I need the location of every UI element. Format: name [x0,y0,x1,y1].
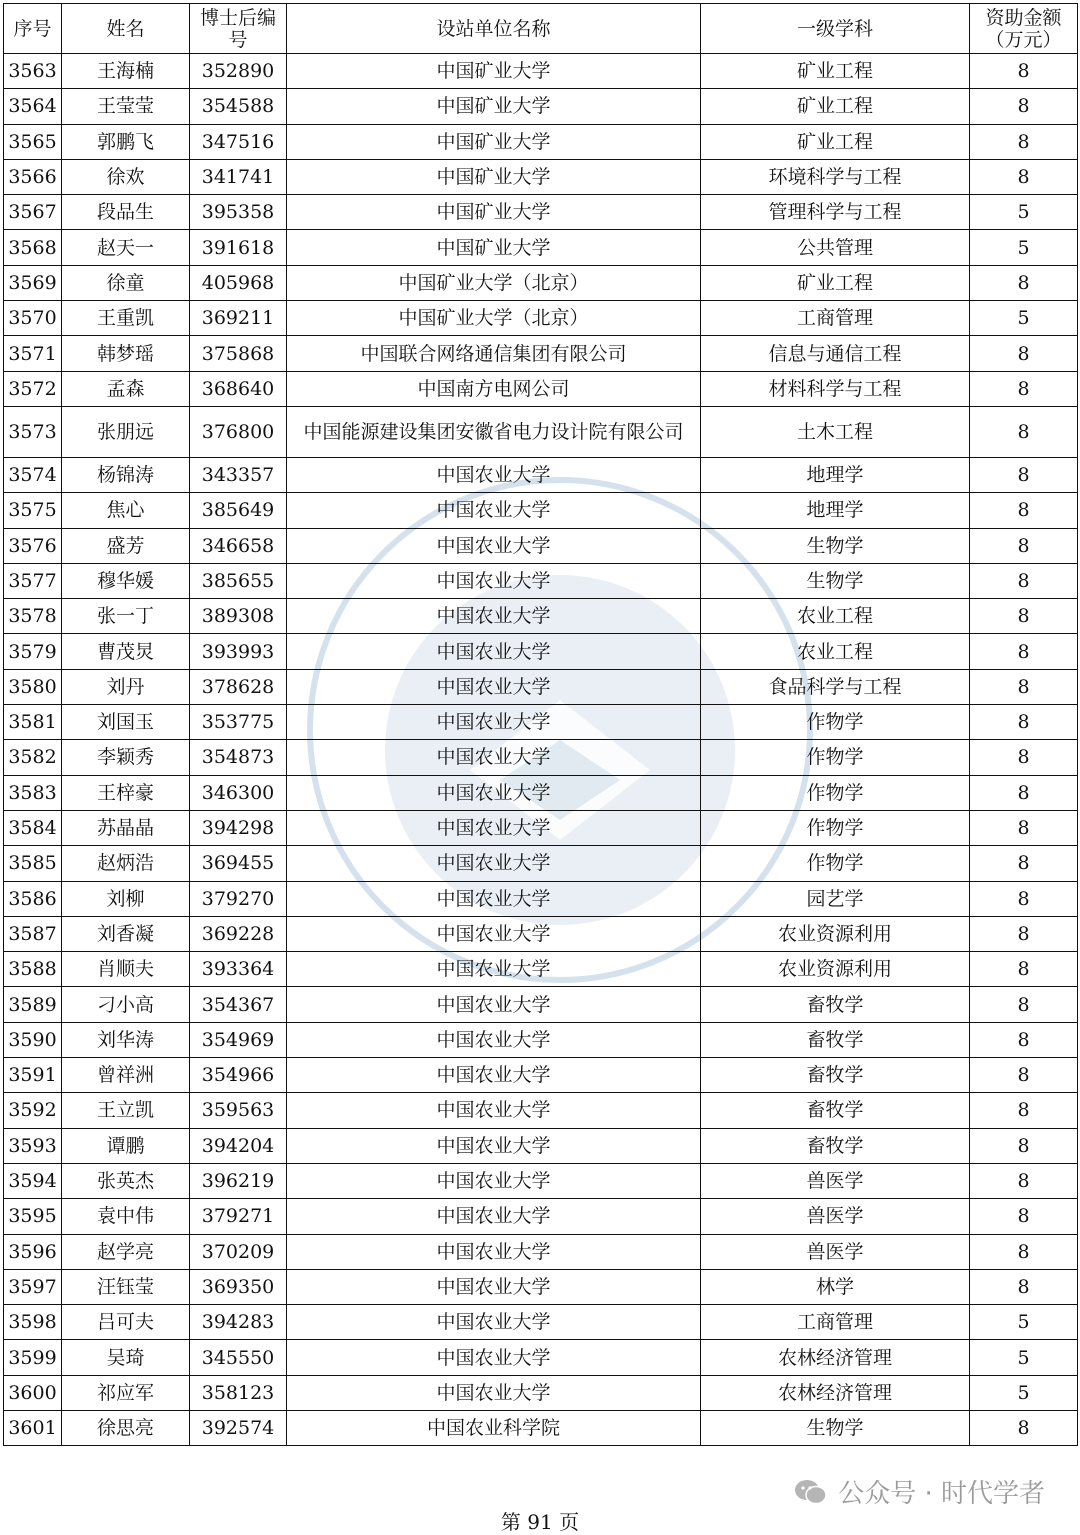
cell-postdoc-id: 405968 [190,265,287,300]
cell-amount: 8 [970,916,1078,951]
cell-index: 3589 [4,987,62,1022]
col-header-postdoc-id: 博士后编号 [190,4,287,54]
cell-name: 孟森 [62,371,190,406]
page-number: 第 91 页 [500,1510,580,1534]
cell-discipline: 矿业工程 [701,124,970,159]
cell-discipline: 农业工程 [701,634,970,669]
cell-postdoc-id: 343357 [190,457,287,492]
cell-postdoc-id: 369350 [190,1269,287,1304]
cell-institution: 中国农业大学 [287,881,701,916]
table-row [4,1022,1078,1057]
cell-discipline: 兽医学 [701,1199,970,1234]
cell-name: 徐思亮 [62,1410,190,1445]
cell-discipline: 农林经济管理 [701,1340,970,1375]
cell-discipline: 畜牧学 [701,1093,970,1128]
table-row [4,230,1078,265]
cell-index: 3597 [4,1269,62,1304]
cell-index: 3571 [4,336,62,371]
cell-institution: 中国矿业大学 [287,195,701,230]
cell-discipline: 生物学 [701,528,970,563]
wechat-icon [794,1478,828,1506]
cell-name: 肖顺夫 [62,952,190,987]
cell-postdoc-id: 359563 [190,1093,287,1128]
cell-institution: 中国农业大学 [287,846,701,881]
cell-amount: 8 [970,1128,1078,1163]
cell-institution: 中国矿业大学（北京） [287,265,701,300]
cell-institution: 中国矿业大学 [287,54,701,89]
cell-amount: 8 [970,1022,1078,1057]
cell-discipline: 畜牧学 [701,987,970,1022]
cell-institution: 中国农业大学 [287,1128,701,1163]
table-row [4,406,1078,457]
wechat-watermark [794,1473,1045,1510]
cell-postdoc-id: 379271 [190,1199,287,1234]
cell-amount: 8 [970,775,1078,810]
cell-postdoc-id: 354969 [190,1022,287,1057]
cell-institution: 中国矿业大学（北京） [287,301,701,336]
cell-amount: 5 [970,230,1078,265]
cell-amount: 8 [970,599,1078,634]
cell-discipline: 土木工程 [701,406,970,457]
cell-postdoc-id: 354966 [190,1058,287,1093]
cell-discipline: 公共管理 [701,230,970,265]
cell-index: 3567 [4,195,62,230]
cell-institution: 中国农业大学 [287,916,701,951]
cell-name: 徐欢 [62,159,190,194]
cell-discipline: 工商管理 [701,1305,970,1340]
table-row [4,1199,1078,1234]
cell-institution: 中国农业大学 [287,775,701,810]
cell-institution: 中国南方电网公司 [287,371,701,406]
cell-institution: 中国农业大学 [287,1305,701,1340]
cell-institution: 中国矿业大学 [287,89,701,124]
table-row [4,159,1078,194]
cell-amount: 8 [970,846,1078,881]
cell-amount: 8 [970,54,1078,89]
cell-discipline: 兽医学 [701,1163,970,1198]
cell-institution: 中国矿业大学 [287,159,701,194]
table-row [4,1058,1078,1093]
cell-postdoc-id: 395358 [190,195,287,230]
cell-amount: 8 [970,336,1078,371]
cell-amount: 8 [970,740,1078,775]
table-row [4,705,1078,740]
cell-postdoc-id: 389308 [190,599,287,634]
cell-institution: 中国农业大学 [287,705,701,740]
cell-institution: 中国农业大学 [287,1093,701,1128]
cell-discipline: 环境科学与工程 [701,159,970,194]
cell-postdoc-id: 354588 [190,89,287,124]
cell-institution: 中国矿业大学 [287,230,701,265]
cell-discipline: 农业资源利用 [701,916,970,951]
cell-discipline: 材料科学与工程 [701,371,970,406]
cell-discipline: 林学 [701,1269,970,1304]
cell-discipline: 矿业工程 [701,265,970,300]
cell-discipline: 作物学 [701,846,970,881]
cell-institution: 中国农业大学 [287,1234,701,1269]
cell-institution: 中国农业大学 [287,1340,701,1375]
cell-name: 穆华媛 [62,563,190,598]
cell-institution: 中国农业大学 [287,952,701,987]
cell-name: 赵学亮 [62,1234,190,1269]
cell-name: 吕可夫 [62,1305,190,1340]
cell-postdoc-id: 392574 [190,1410,287,1445]
table-row [4,54,1078,89]
cell-amount: 8 [970,952,1078,987]
cell-index: 3581 [4,705,62,740]
cell-institution: 中国农业大学 [287,1022,701,1057]
cell-name: 韩梦瑶 [62,336,190,371]
cell-name: 郭鹏飞 [62,124,190,159]
cell-institution: 中国农业大学 [287,457,701,492]
cell-discipline: 园艺学 [701,881,970,916]
cell-institution: 中国矿业大学 [287,124,701,159]
cell-postdoc-id: 346658 [190,528,287,563]
cell-amount: 8 [970,634,1078,669]
table-row [4,371,1078,406]
cell-name: 刘国玉 [62,705,190,740]
cell-index: 3569 [4,265,62,300]
cell-postdoc-id: 354367 [190,987,287,1022]
cell-name: 谭鹏 [62,1128,190,1163]
table-row [4,528,1078,563]
col-header-institution: 设站单位名称 [287,4,701,54]
table-row [4,1234,1078,1269]
cell-index: 3598 [4,1305,62,1340]
cell-index: 3564 [4,89,62,124]
cell-discipline: 作物学 [701,810,970,845]
col-header-index: 序号 [4,4,62,54]
table-row [4,1128,1078,1163]
cell-discipline: 畜牧学 [701,1128,970,1163]
cell-amount: 8 [970,493,1078,528]
cell-postdoc-id: 370209 [190,1234,287,1269]
table-row [4,881,1078,916]
cell-index: 3601 [4,1410,62,1445]
table-row [4,1305,1078,1340]
cell-institution: 中国农业大学 [287,1163,701,1198]
cell-index: 3576 [4,528,62,563]
cell-name: 盛芳 [62,528,190,563]
cell-amount: 5 [970,1375,1078,1410]
table-row [4,457,1078,492]
cell-name: 王梓豪 [62,775,190,810]
cell-index: 3577 [4,563,62,598]
cell-amount: 8 [970,563,1078,598]
cell-name: 焦心 [62,493,190,528]
cell-postdoc-id: 347516 [190,124,287,159]
cell-name: 杨锦涛 [62,457,190,492]
cell-name: 赵炳浩 [62,846,190,881]
cell-discipline: 作物学 [701,775,970,810]
table-row [4,1375,1078,1410]
cell-name: 苏晶晶 [62,810,190,845]
cell-discipline: 矿业工程 [701,54,970,89]
cell-postdoc-id: 393993 [190,634,287,669]
cell-name: 刘丹 [62,669,190,704]
cell-amount: 5 [970,1305,1078,1340]
cell-institution: 中国联合网络通信集团有限公司 [287,336,701,371]
cell-index: 3595 [4,1199,62,1234]
col-header-discipline: 一级学科 [701,4,970,54]
cell-amount: 8 [970,1199,1078,1234]
cell-index: 3572 [4,371,62,406]
cell-discipline: 管理科学与工程 [701,195,970,230]
table-row [4,563,1078,598]
cell-postdoc-id: 385649 [190,493,287,528]
cell-discipline: 工商管理 [701,301,970,336]
cell-amount: 8 [970,265,1078,300]
postdoc-funding-table [3,3,1078,1446]
cell-name: 张朋远 [62,406,190,457]
cell-index: 3593 [4,1128,62,1163]
table-row [4,124,1078,159]
cell-index: 3592 [4,1093,62,1128]
cell-institution: 中国农业大学 [287,740,701,775]
cell-postdoc-id: 378628 [190,669,287,704]
wechat-watermark-text: 公众号 · 时代学者 [838,1479,1045,1509]
cell-postdoc-id: 376800 [190,406,287,457]
cell-index: 3591 [4,1058,62,1093]
cell-index: 3580 [4,669,62,704]
cell-index: 3590 [4,1022,62,1057]
cell-name: 刘柳 [62,881,190,916]
cell-amount: 8 [970,987,1078,1022]
cell-postdoc-id: 394298 [190,810,287,845]
table-row [4,775,1078,810]
cell-institution: 中国农业大学 [287,1269,701,1304]
table-row [4,89,1078,124]
cell-index: 3584 [4,810,62,845]
cell-postdoc-id: 341741 [190,159,287,194]
cell-name: 王重凯 [62,301,190,336]
cell-name: 段品生 [62,195,190,230]
cell-discipline: 生物学 [701,1410,970,1445]
col-header-name: 姓名 [62,4,190,54]
cell-postdoc-id: 393364 [190,952,287,987]
cell-amount: 8 [970,669,1078,704]
cell-institution: 中国农业大学 [287,1058,701,1093]
table-row [4,1163,1078,1198]
cell-index: 3566 [4,159,62,194]
cell-amount: 8 [970,1058,1078,1093]
cell-discipline: 畜牧学 [701,1022,970,1057]
table-row [4,195,1078,230]
table-row [4,265,1078,300]
cell-index: 3579 [4,634,62,669]
table-row [4,952,1078,987]
cell-index: 3563 [4,54,62,89]
cell-institution: 中国农业大学 [287,1199,701,1234]
cell-postdoc-id: 358123 [190,1375,287,1410]
cell-postdoc-id: 379270 [190,881,287,916]
cell-amount: 8 [970,89,1078,124]
cell-name: 赵天一 [62,230,190,265]
cell-amount: 8 [970,528,1078,563]
cell-discipline: 畜牧学 [701,1058,970,1093]
cell-discipline: 地理学 [701,493,970,528]
cell-discipline: 兽医学 [701,1234,970,1269]
cell-name: 祁应军 [62,1375,190,1410]
cell-amount: 8 [970,406,1078,457]
table-row [4,1269,1078,1304]
cell-institution: 中国农业大学 [287,599,701,634]
cell-institution: 中国农业大学 [287,1375,701,1410]
table-row [4,301,1078,336]
cell-institution: 中国农业大学 [287,634,701,669]
cell-index: 3599 [4,1340,62,1375]
cell-institution: 中国农业大学 [287,563,701,598]
table-row [4,1410,1078,1445]
cell-institution: 中国农业科学院 [287,1410,701,1445]
cell-discipline: 信息与通信工程 [701,336,970,371]
cell-name: 袁中伟 [62,1199,190,1234]
cell-name: 刘香凝 [62,916,190,951]
col-header-amount: 资助金额（万元） [970,4,1078,54]
cell-name: 王莹莹 [62,89,190,124]
cell-amount: 8 [970,810,1078,845]
cell-index: 3596 [4,1234,62,1269]
cell-name: 刘华涛 [62,1022,190,1057]
cell-discipline: 地理学 [701,457,970,492]
cell-amount: 8 [970,371,1078,406]
cell-name: 吴琦 [62,1340,190,1375]
cell-discipline: 农业工程 [701,599,970,634]
cell-index: 3578 [4,599,62,634]
cell-name: 张英杰 [62,1163,190,1198]
cell-postdoc-id: 375868 [190,336,287,371]
cell-index: 3575 [4,493,62,528]
header-row [4,4,1078,54]
cell-institution: 中国农业大学 [287,987,701,1022]
cell-postdoc-id: 394283 [190,1305,287,1340]
cell-amount: 8 [970,881,1078,916]
cell-amount: 8 [970,1234,1078,1269]
cell-name: 王海楠 [62,54,190,89]
table-row [4,1340,1078,1375]
cell-amount: 8 [970,159,1078,194]
table-row [4,1093,1078,1128]
cell-name: 刁小高 [62,987,190,1022]
cell-discipline: 生物学 [701,563,970,598]
cell-name: 王立凯 [62,1093,190,1128]
cell-postdoc-id: 394204 [190,1128,287,1163]
cell-index: 3586 [4,881,62,916]
table-row [4,669,1078,704]
cell-index: 3585 [4,846,62,881]
cell-institution: 中国能源建设集团安徽省电力设计院有限公司 [287,406,701,457]
cell-postdoc-id: 353775 [190,705,287,740]
table-row [4,987,1078,1022]
cell-postdoc-id: 396219 [190,1163,287,1198]
cell-name: 汪钰莹 [62,1269,190,1304]
cell-name: 李颖秀 [62,740,190,775]
cell-postdoc-id: 345550 [190,1340,287,1375]
cell-amount: 5 [970,1340,1078,1375]
cell-postdoc-id: 369455 [190,846,287,881]
cell-amount: 8 [970,457,1078,492]
cell-discipline: 农林经济管理 [701,1375,970,1410]
cell-index: 3588 [4,952,62,987]
cell-postdoc-id: 352890 [190,54,287,89]
table-row [4,634,1078,669]
cell-index: 3573 [4,406,62,457]
cell-index: 3574 [4,457,62,492]
cell-postdoc-id: 354873 [190,740,287,775]
table-row [4,916,1078,951]
cell-index: 3594 [4,1163,62,1198]
cell-index: 3570 [4,301,62,336]
cell-postdoc-id: 391618 [190,230,287,265]
cell-index: 3582 [4,740,62,775]
table-row [4,336,1078,371]
cell-postdoc-id: 369211 [190,301,287,336]
cell-amount: 8 [970,1410,1078,1445]
cell-discipline: 农业资源利用 [701,952,970,987]
cell-discipline: 矿业工程 [701,89,970,124]
cell-amount: 8 [970,1093,1078,1128]
cell-institution: 中国农业大学 [287,528,701,563]
cell-amount: 8 [970,124,1078,159]
cell-index: 3583 [4,775,62,810]
cell-institution: 中国农业大学 [287,669,701,704]
cell-discipline: 作物学 [701,740,970,775]
cell-postdoc-id: 346300 [190,775,287,810]
table-row [4,599,1078,634]
cell-amount: 5 [970,301,1078,336]
cell-postdoc-id: 385655 [190,563,287,598]
cell-name: 曹茂炅 [62,634,190,669]
table-row [4,493,1078,528]
cell-index: 3568 [4,230,62,265]
cell-institution: 中国农业大学 [287,493,701,528]
cell-amount: 8 [970,705,1078,740]
cell-index: 3587 [4,916,62,951]
table-row [4,740,1078,775]
cell-name: 徐童 [62,265,190,300]
cell-amount: 5 [970,195,1078,230]
table-row [4,846,1078,881]
cell-amount: 8 [970,1269,1078,1304]
cell-discipline: 作物学 [701,705,970,740]
cell-index: 3600 [4,1375,62,1410]
cell-institution: 中国农业大学 [287,810,701,845]
cell-name: 曾祥洲 [62,1058,190,1093]
cell-discipline: 食品科学与工程 [701,669,970,704]
table-row [4,810,1078,845]
cell-postdoc-id: 369228 [190,916,287,951]
cell-postdoc-id: 368640 [190,371,287,406]
cell-amount: 8 [970,1163,1078,1198]
cell-name: 张一丁 [62,599,190,634]
cell-index: 3565 [4,124,62,159]
